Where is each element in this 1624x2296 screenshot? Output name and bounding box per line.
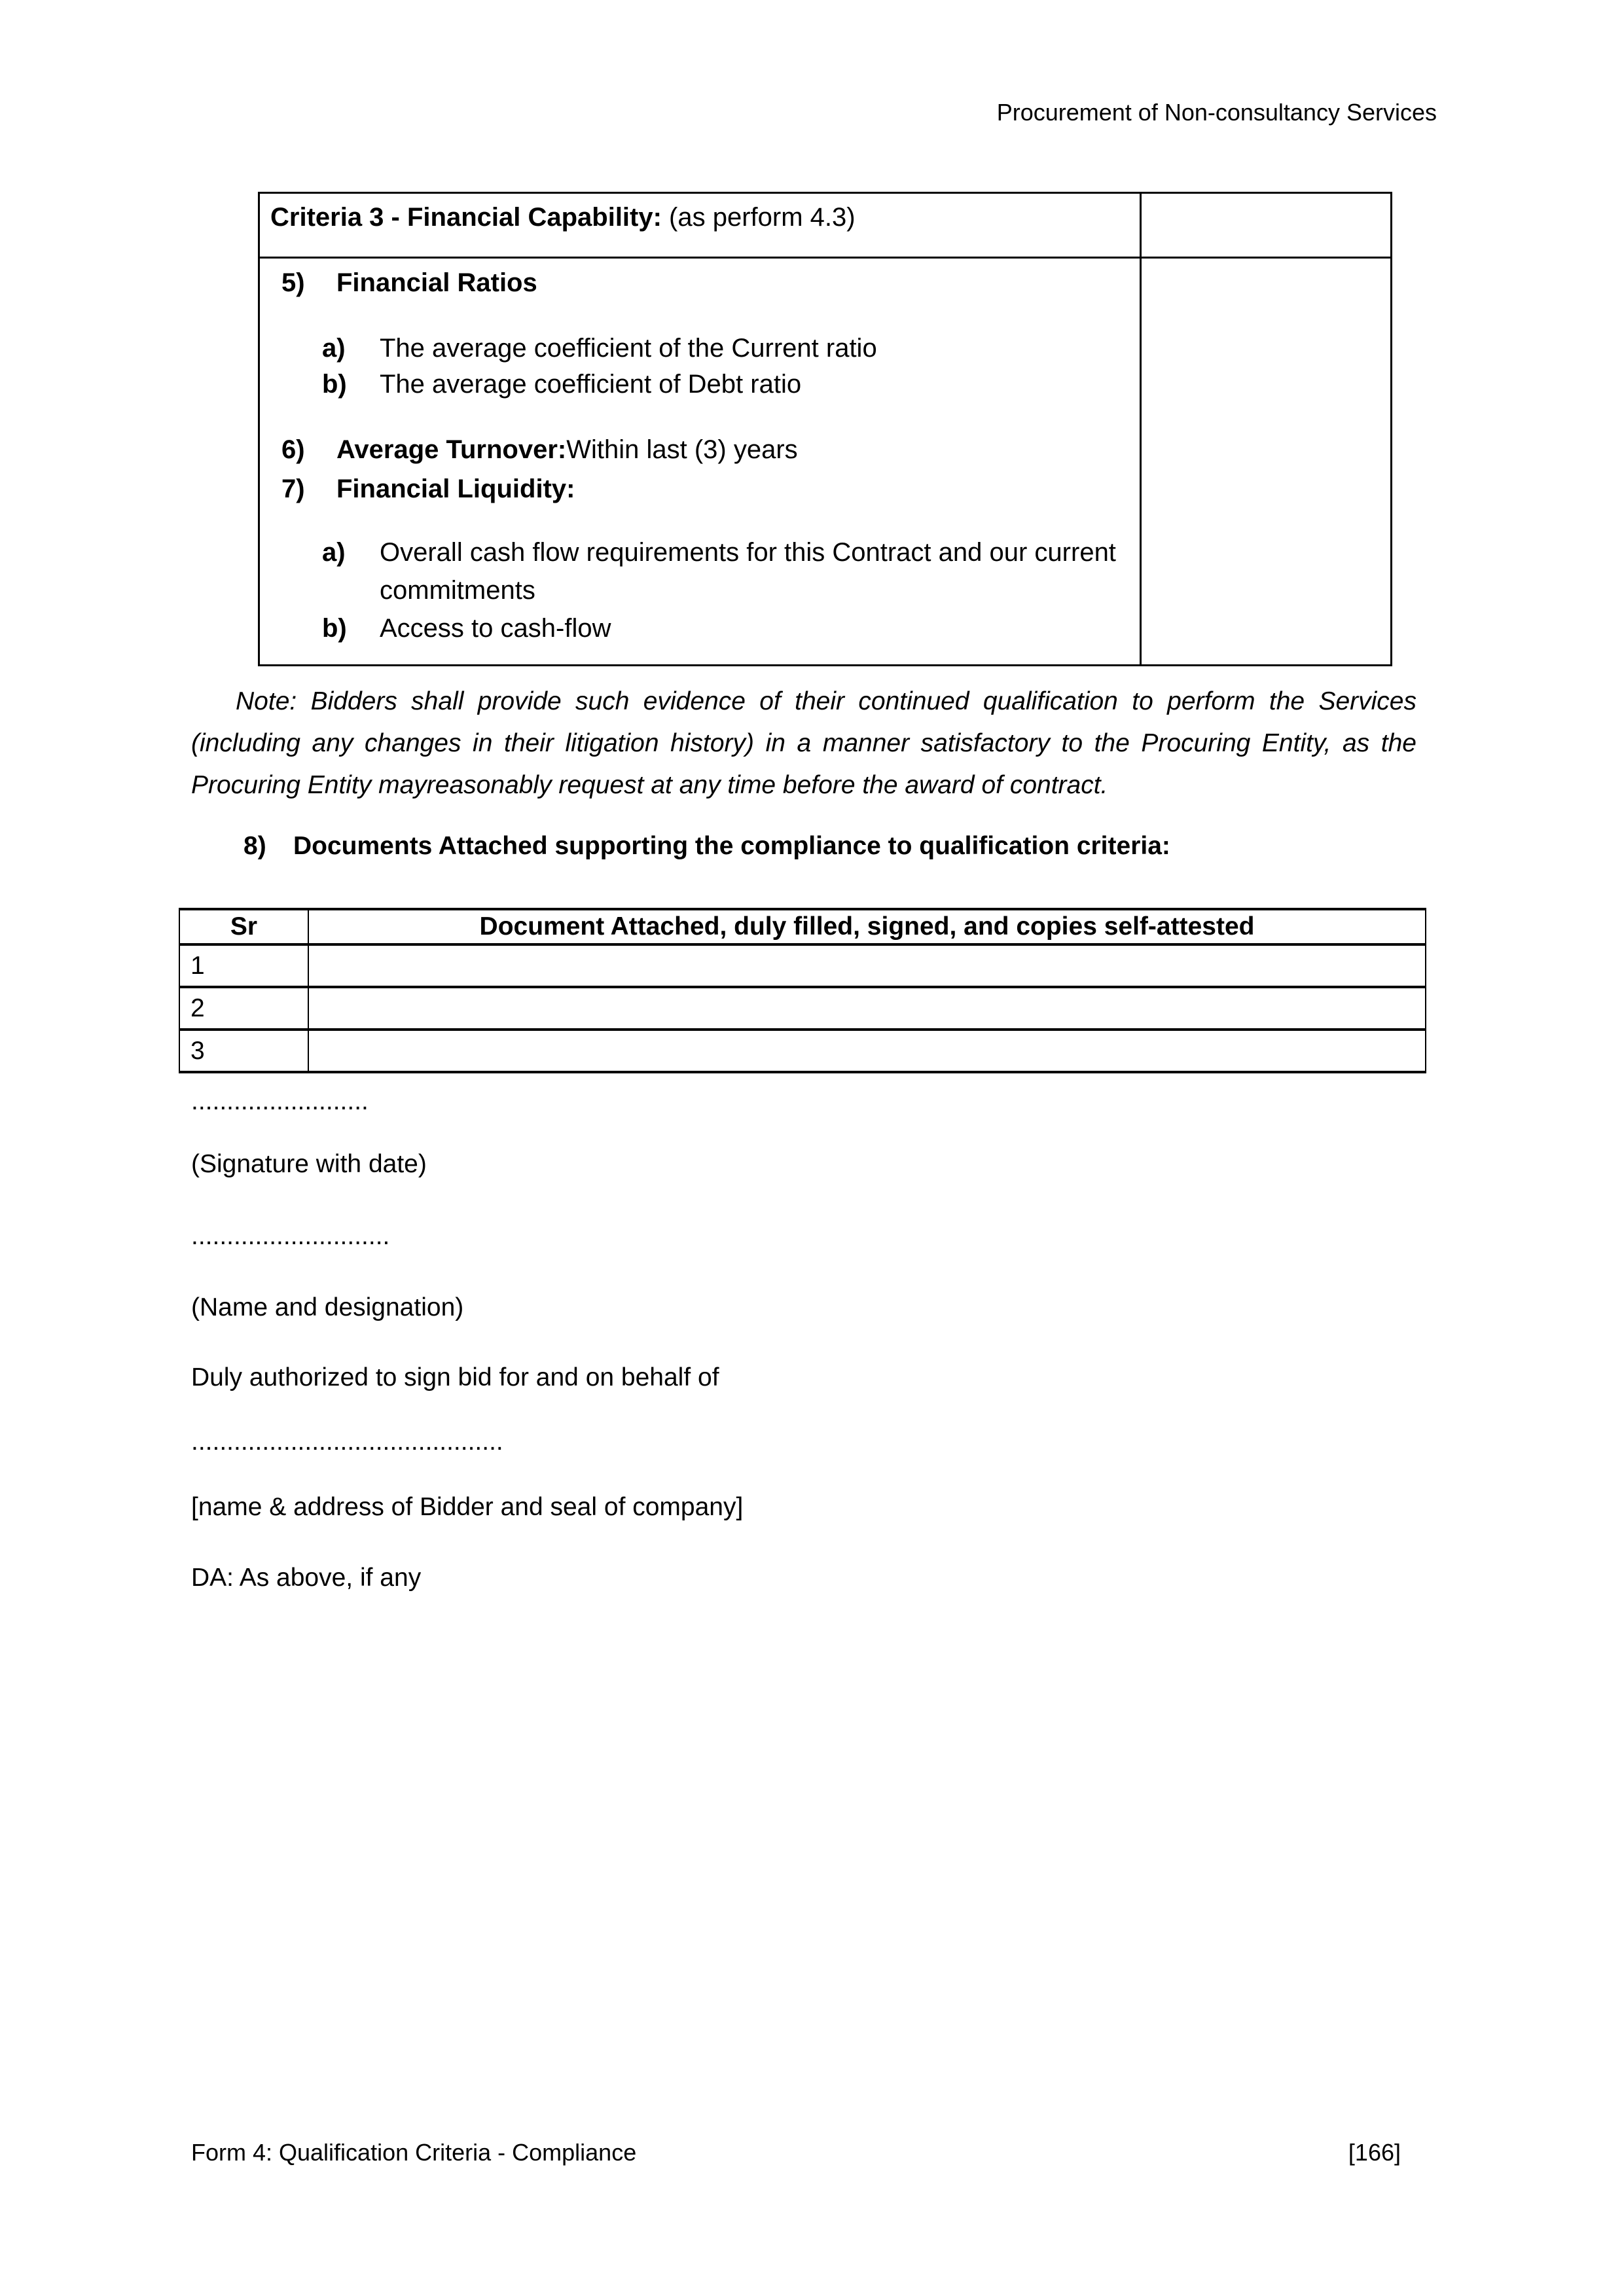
column-header-document: Document Attached, duly filled, signed, and copies self-attested <box>308 909 1426 944</box>
name-dots-line: ............................ <box>191 1222 390 1250</box>
note-paragraph: Note: Bidders shall provide such evidence of their continued qualification to perform the Services (including any changes in their litigation history) in a manner satisfactory to the Procuring Entity, as the Procuring Entity mayreasonably request at any time before the award of contract. <box>191 687 1416 799</box>
item-number: b) <box>322 370 347 399</box>
item-number: a) <box>322 538 346 567</box>
table-row <box>179 944 1426 987</box>
documents-table <box>179 908 1426 1073</box>
sr-cell: 2 <box>179 987 308 1030</box>
page-number: [166] <box>1348 2139 1401 2166</box>
item-label: Average Turnover: <box>336 435 567 464</box>
sublist-financial-liquidity <box>260 533 1133 647</box>
table-row <box>179 987 1426 1030</box>
criteria-table-header-row <box>259 193 1392 258</box>
table-row <box>179 1030 1426 1072</box>
list-item-5b <box>260 367 1133 403</box>
criteria-body-cell <box>259 258 1141 666</box>
item-number: 5) <box>281 268 305 297</box>
criteria-title-bold: Criteria 3 - Financial Capability: <box>270 203 662 232</box>
bidder-name-label: [name & address of Bidder and seal of company] <box>191 1493 744 1521</box>
list-item-7 <box>260 473 1133 505</box>
bidder-dots-line: ............................................ <box>191 1427 503 1456</box>
document-cell <box>308 987 1426 1030</box>
criteria-title-note: (as perform 4.3) <box>661 203 856 232</box>
item-text: Overall cash flow requirements for this Contract and our current commitments <box>380 538 1116 605</box>
list-item-7b <box>260 609 1133 647</box>
footer-title: Form 4: Qualification Criteria - Compliance <box>191 2139 637 2166</box>
section-title: Documents Attached supporting the compliance to qualification criteria: <box>293 832 1170 860</box>
section-number: 8) <box>244 832 266 860</box>
sr-cell: 1 <box>179 944 308 987</box>
item-value: Within last (3) years <box>566 435 798 464</box>
signature-dots-line: ......................... <box>191 1087 369 1115</box>
signature-label: (Signature with date) <box>191 1150 427 1178</box>
item-number: b) <box>322 614 347 643</box>
authorization-line: Duly authorized to sign bid for and on behalf of <box>191 1363 719 1391</box>
documents-table-header-row <box>179 909 1426 944</box>
criteria-title-cell <box>259 193 1141 258</box>
list-item-7a <box>260 533 1133 609</box>
document-cell <box>308 1030 1426 1072</box>
item-text: The average coefficient of Debt ratio <box>380 370 802 399</box>
criteria-compliance-body-cell <box>1141 258 1392 666</box>
name-designation-label: (Name and designation) <box>191 1293 464 1321</box>
list-item-5 <box>260 268 1133 298</box>
criteria-table <box>258 192 1392 666</box>
item-label: Financial Liquidity: <box>336 475 575 503</box>
item-number: 7) <box>281 475 305 503</box>
section-8-heading <box>191 830 1435 863</box>
criteria-compliance-header-cell <box>1141 193 1392 258</box>
item-label: Financial Ratios <box>336 268 537 297</box>
da-note-line: DA: As above, if any <box>191 1564 422 1592</box>
sublist-financial-ratios <box>260 331 1133 403</box>
page-header: Procurement of Non-consultancy Services <box>996 99 1437 126</box>
item-text: The average coefficient of the Current ratio <box>380 334 877 363</box>
item-number: 6) <box>281 435 305 464</box>
item-text <box>336 434 798 465</box>
criteria-table-body-row <box>259 258 1392 666</box>
list-item-6 <box>260 434 1133 465</box>
sr-cell: 3 <box>179 1030 308 1072</box>
document-cell <box>308 944 1426 987</box>
column-header-sr: Sr <box>179 909 308 944</box>
item-text: Access to cash-flow <box>380 614 611 643</box>
item-number: a) <box>322 334 346 363</box>
list-item-5a <box>260 331 1133 367</box>
